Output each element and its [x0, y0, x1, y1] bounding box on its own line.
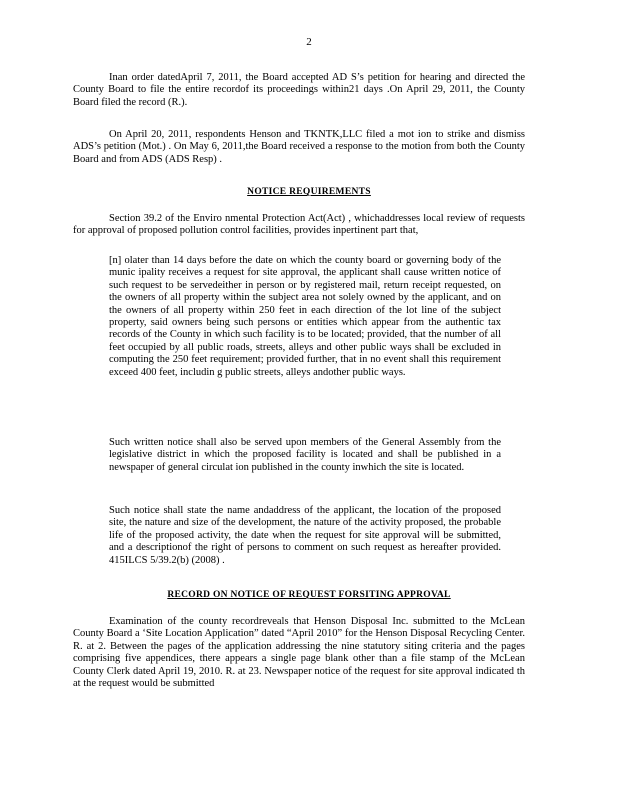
block-quote-notice: [n] olater than 14 days before the date on which the county board or governing body of the munic ipality receives a request for site approval, the applicant shall cause written notice of such request to be servedeither in person or by registered mail, return receipt requested, on the owners of all property within the subject area not solely owned by the applicant, and on the owners of all property within 250 feet in each direction of the lot line of the subject property, said owners being such persons or entities which appear from the authentic tax records of the County in which such facility is to be located; provided, that the number of all feet occupied by all public roads, streets, alleys and other public ways shall be excluded in computing the 250 feet requirement; provided further, that in no event shall this requirement exceed 400 feet, includin g public streets, alleys andother public ways.: [109, 255, 501, 378]
heading-record-on-notice-text: RECORD ON NOTICE OF REQUEST FORSITING APPROVAL: [167, 590, 451, 600]
heading-notice-requirements-text: NOTICE REQUIREMENTS: [247, 187, 371, 197]
heading-record-on-notice: [0, 589, 618, 601]
paragraph-examination: [73, 616, 525, 690]
page-number: 2: [306, 36, 312, 48]
paragraph-section-39-2-text: Section 39.2 of the Enviro nmental Protection Act(Act) , whichaddresses local review of requests for approval of proposed pollution control facilities, provides inpertinent part that,: [73, 213, 525, 237]
paragraph-section-39-2: [73, 213, 525, 238]
paragraph-motion: [73, 129, 525, 166]
block-quote-notice-contents: Such notice shall state the name andaddress of the applicant, the location of the proposed site, the nature and size of the development, the nature of the activity proposed, the probable life of the proposed activity, the date when the request for site approval will be submitted, and a descriptionof the right of persons to comment on such request as hereafter provided. 415ILCS 5/39.2(b) (2008) .: [109, 505, 501, 566]
paragraph-order-text: Inan order datedApril 7, 2011, the Board accepted AD S’s petition for hearing and directed the County Board to file the entire recordof its proceedings within21 days .On April 29, 2011, the County Board filed the record (R.).: [73, 72, 525, 108]
heading-notice-requirements: [0, 186, 618, 198]
paragraph-order: [73, 72, 525, 109]
paragraph-examination-text: Examination of the county recordreveals that Henson Disposal Inc. submitted to the McLean County Board a ‘Site Location Application” dated “April 2010” for the Henson Disposal Recycling Center. R. at 2. Between the pages of the application addressing the nine statutory siting criteria and the pages comprising five appendices, there appears a single page blank other than a file stamp of the McLean County Clerk dated April 19, 2010. R. at 23. Newspaper notice of the request for site approval indicated th at the request would be submitted: [73, 616, 525, 690]
block-quote-general-assembly: Such written notice shall also be served upon members of the General Assembly from the legislative district in which the proposed facility is located and shall be published in a newspaper of general circulat ion published in the county inwhich the site is located.: [109, 437, 501, 473]
paragraph-motion-text: On April 20, 2011, respondents Henson and TKNTK,LLC filed a mot ion to strike and dismiss ADS’s petition (Mot.) . On May 6, 2011,the Board received a response to the motion from both the County Board and from ADS (ADS Resp) .: [73, 129, 525, 165]
